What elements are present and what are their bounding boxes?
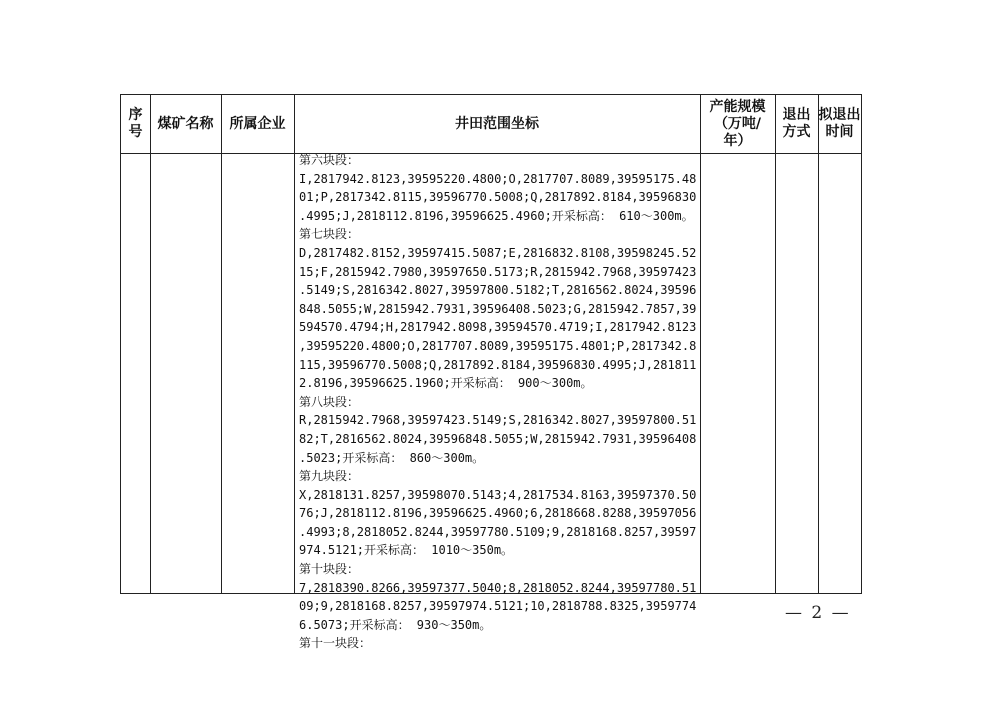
coordinate-line: 09;9,2818168.8257,39597974.5121;10,2818788.8325,3959774 bbox=[299, 599, 697, 614]
coordinate-line: 01;P,2817342.8115,39596770.5008;Q,2817892.8184,39596830 bbox=[299, 190, 697, 205]
column-divider bbox=[700, 95, 701, 593]
column-divider bbox=[294, 95, 295, 593]
coordinate-line: 第八块段： bbox=[299, 394, 360, 409]
coordinate-line: .5023;开采标高： 860～300m。 bbox=[299, 450, 485, 465]
coordinate-line: .4995;J,2818112.8196,39596625.4960;开采标高： 610～300m。 bbox=[299, 208, 694, 223]
coordinate-line: D,2817482.8152,39597415.5087;E,2816832.8108,39598245.52 bbox=[299, 245, 697, 260]
coordinate-line: R,2815942.7968,39597423.5149;S,2816342.8027,39597800.51 bbox=[299, 413, 697, 428]
coordinate-line: 6.5073;开采标高： 930～350m。 bbox=[299, 617, 492, 632]
header-exit-method: 退出 方式 bbox=[782, 107, 811, 140]
coal-mine-exit-table bbox=[120, 94, 862, 651]
coordinate-line: 76;J,2818112.8196,39596625.4960;6,2818668.8288,39597056 bbox=[299, 506, 697, 521]
coordinate-line: 第九块段： bbox=[299, 469, 360, 484]
coordinate-line: .4993;8,2818052.8244,39597780.5109;9,2818168.8257,39597 bbox=[299, 524, 697, 539]
header-capacity: 产能规模 （万吨/ 年） bbox=[709, 98, 766, 149]
coordinate-line: 848.5055;W,2815942.7931,39596408.5023;G,2815942.7857,39 bbox=[299, 301, 697, 316]
coordinate-line: .5149;S,2816342.8027,39597800.5182;T,2816562.8024,39596 bbox=[299, 283, 697, 298]
coordinate-line: 15;F,2815942.7980,39597650.5173;R,2815942.7968,39597423 bbox=[299, 264, 697, 279]
header-mine-name: 煤矿名称 bbox=[157, 115, 214, 132]
column-divider bbox=[221, 95, 222, 593]
header-planned-exit-time: 拟退出 时间 bbox=[818, 107, 861, 140]
coordinate-line: 第七块段： bbox=[299, 227, 360, 242]
coordinate-line: 第六块段： bbox=[299, 153, 360, 167]
header-seq: 序 号 bbox=[128, 107, 143, 140]
coordinate-line: X,2818131.8257,39598070.5143;4,2817534.8163,39597370.50 bbox=[299, 487, 697, 502]
coordinates-cell bbox=[299, 151, 697, 653]
coordinate-line: 82;T,2816562.8024,39596848.5055;W,2815942.7931,39596408 bbox=[299, 431, 697, 446]
coordinate-line: 974.5121;开采标高： 1010～350m。 bbox=[299, 543, 514, 558]
column-divider bbox=[775, 95, 776, 593]
column-divider bbox=[818, 95, 819, 593]
coordinate-line: 115,39596770.5008;Q,2817892.8184,39596830.4995;J,281811 bbox=[299, 357, 697, 372]
coordinate-line: 第十一块段： bbox=[299, 636, 372, 651]
coordinate-line: 2.8196,39596625.1960;开采标高： 900～300m。 bbox=[299, 376, 593, 391]
coordinate-line: 第十块段： bbox=[299, 562, 360, 577]
page-number: — 2 — bbox=[785, 603, 851, 623]
header-company: 所属企业 bbox=[229, 115, 286, 132]
header-coordinates: 井田范围坐标 bbox=[455, 115, 539, 132]
column-divider bbox=[150, 95, 151, 593]
coordinate-line: ,39595220.4800;O,2817707.8089,39595175.4801;P,2817342.8 bbox=[299, 338, 697, 353]
coordinate-line: 7,2818390.8266,39597377.5040;8,2818052.8244,39597780.51 bbox=[299, 580, 697, 595]
coordinate-line: 594570.4794;H,2817942.8098,39594570.4719;I,2817942.8123 bbox=[299, 320, 697, 335]
coordinate-line: I,2817942.8123,39595220.4800;O,2817707.8089,39595175.48 bbox=[299, 171, 697, 186]
